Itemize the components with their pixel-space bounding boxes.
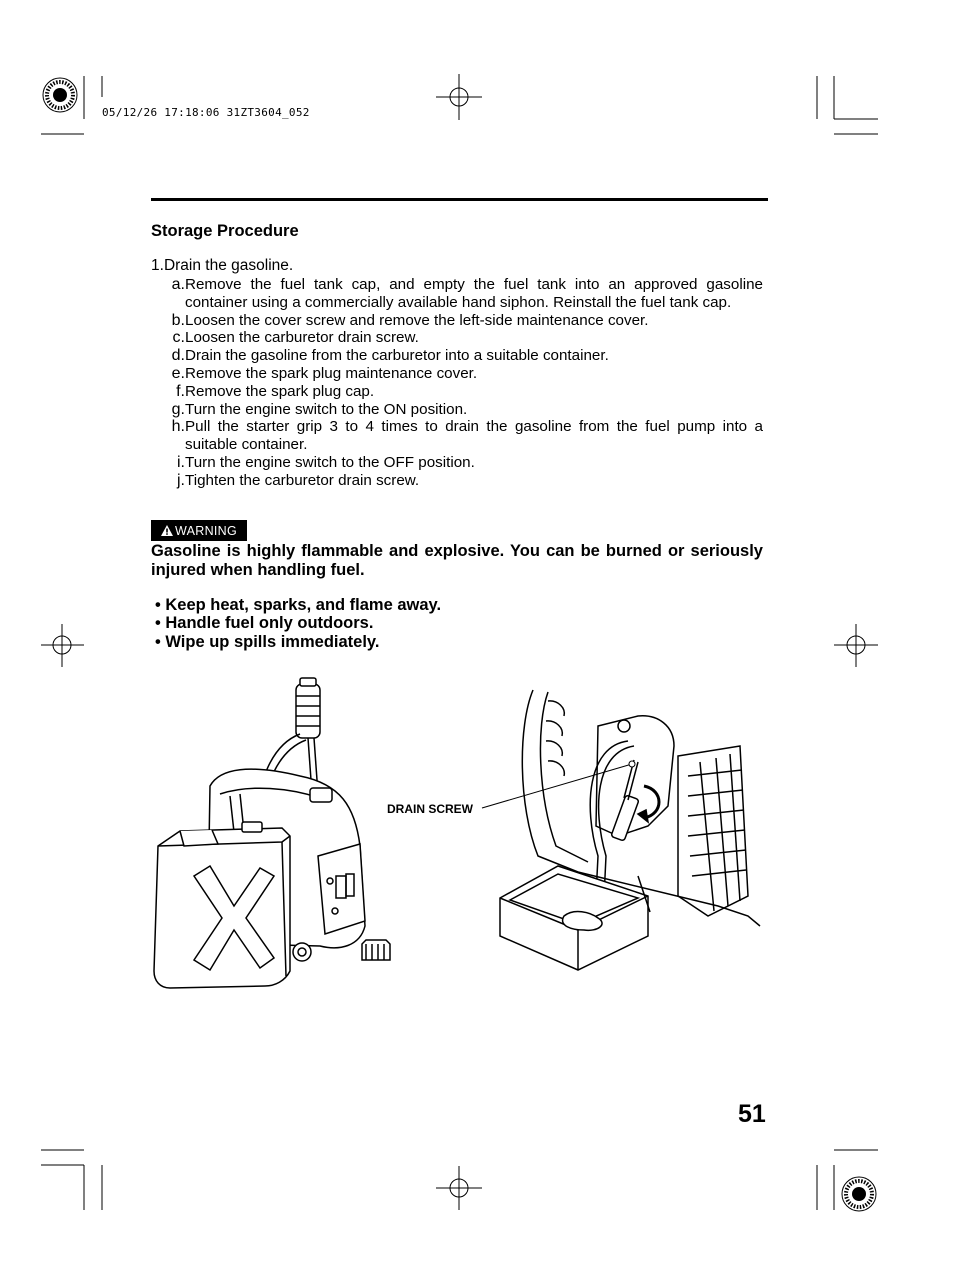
substep-marker: e. (171, 364, 185, 382)
substep-text: Tighten the carburetor drain screw. (185, 471, 420, 489)
substep-list (151, 276, 763, 490)
substep-marker: b. (171, 311, 185, 329)
substep-d (151, 347, 763, 365)
warning-text: Gasoline is highly flammable and explosive. You can be burned or seriously injured when handling fuel. (151, 542, 763, 579)
substep-text: Turn the engine switch to the OFF position. (185, 453, 475, 471)
step-number: 1. (151, 257, 164, 274)
substep-j (151, 472, 763, 490)
substep-text: Drain the gasoline from the carburetor into a suitable container. (185, 347, 609, 365)
warning-bullet: • Handle fuel only outdoors. (155, 614, 374, 633)
substep-marker: h. (171, 418, 185, 436)
substep-marker: f. (176, 382, 185, 400)
substep-a (151, 276, 763, 312)
warning-badge (151, 520, 247, 541)
substep-c (151, 329, 763, 347)
warning-bullets (155, 596, 441, 651)
step-1 (151, 257, 293, 275)
substep-text: Loosen the carburetor drain screw. (185, 329, 419, 347)
substep-text: Loosen the cover screw and remove the left-side maintenance cover. (185, 311, 649, 329)
warning-triangle-icon (161, 525, 173, 536)
warning-bullet: • Wipe up spills immediately. (155, 632, 380, 651)
substep-text: Remove the fuel tank cap, and empty the fuel tank into an approved gasoline container using a commercially available hand siphon. Reinstall the fuel tank cap. (185, 276, 763, 311)
substep-marker: c. (172, 329, 185, 347)
warning-bullet: • Keep heat, sparks, and flame away. (155, 596, 442, 614)
top-rule (151, 198, 768, 201)
substep-h (151, 418, 763, 454)
substep-b (151, 312, 763, 330)
substep-text: Turn the engine switch to the ON position. (185, 400, 468, 418)
substep-marker: a. (171, 276, 185, 293)
callout-leader (480, 756, 642, 816)
substep-e (151, 365, 763, 383)
siphon-illustration (150, 676, 400, 996)
substep-marker: g. (171, 400, 185, 418)
substep-i (151, 454, 763, 472)
substep-g (151, 401, 763, 419)
step-text: Drain the gasoline. (163, 257, 294, 274)
substep-marker: j. (177, 471, 185, 489)
section-heading: Storage Procedure (151, 222, 299, 240)
print-stamp: 05/12/26 17:18:06 31ZT3604_052 (102, 106, 310, 119)
warning-label: WARNING (174, 523, 238, 538)
substep-f (151, 383, 763, 401)
drain-screw-label: DRAIN SCREW (387, 802, 473, 816)
page-number: 51 (738, 1100, 766, 1128)
substep-text: Remove the spark plug cap. (185, 382, 375, 400)
drain-screw-illustration (478, 686, 774, 972)
substep-marker: d. (171, 347, 185, 365)
substep-text: Pull the starter grip 3 to 4 times to drain the gasoline from the fuel pump into a suitable container. (185, 418, 763, 454)
substep-text: Remove the spark plug maintenance cover. (185, 364, 478, 382)
substep-marker: i. (177, 453, 185, 471)
registration-starburst-icon (41, 76, 79, 114)
registration-starburst-icon (840, 1175, 878, 1213)
